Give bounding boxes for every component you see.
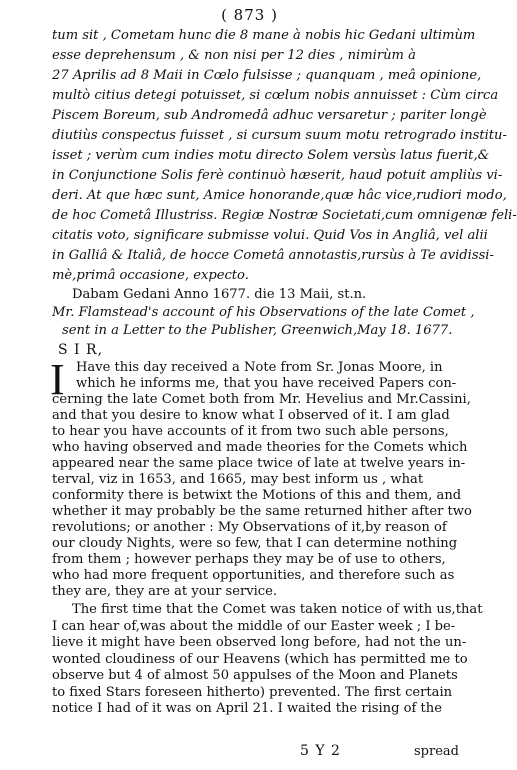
letter-line: notice I had of it was on April 21. I waited the rising of the (52, 701, 442, 716)
page-number: ( 873 ) (221, 6, 278, 24)
latin-line: tum sit , Cometam hunc die 8 mane à nobis hic Gedani ultimùm (52, 28, 476, 43)
latin-line: Piscem Boreum, sub Andromedâ adhuc versaretur ; pariter longè (52, 108, 487, 123)
letter-line: from them ; however perhaps they may be of use to others, (52, 552, 446, 567)
article-heading-sub: sent in a Letter to the Publisher, Greenwich,May 18. 1677. (62, 323, 453, 338)
latin-line: isset ; verùm cum indies motu directo Solem versùs latus fuerit,& (52, 148, 490, 163)
letter-line: terval, viz in 1653, and 1665, may best inform us , what (52, 472, 424, 487)
letter-line: wonted cloudiness of our Heavens (which has permitted me to (52, 651, 468, 667)
signature-mark: 5 Y 2 (300, 743, 341, 759)
catchword: spread (414, 744, 459, 759)
latin-line: de hoc Cometâ Illustriss. Regiæ Nostræ Societati,cum omnigenæ feli- (52, 208, 517, 223)
letter-line: and that you desire to know what I observed of it. I am glad (52, 408, 450, 423)
latin-line: esse deprehensum , & non nisi per 12 dies , nimirùm à (52, 48, 416, 63)
letter-line: lieve it might have been observed long before, had not the un- (52, 635, 467, 650)
letter-line: Have this day received a Note from Sr. Jonas Moore, in (76, 360, 443, 375)
latin-line: multò citius detegi potuisset, si cœlum nobis annuisset : Cùm circa (52, 88, 499, 103)
latin-line: deri. At que hæc sunt, Amice honorande,quæ hâc vice,rudiori modo, (52, 188, 507, 203)
latin-line: mè,primâ occasione, expecto. (52, 268, 249, 283)
letter-line: to hear you have accounts of it from two such able persons, (52, 424, 449, 439)
latin-line: in Conjunctione Solis ferè continuò hæserit, haud potuit ampliùs vi- (52, 168, 503, 183)
letter-line: they are, they are at your service. (52, 584, 278, 599)
drop-cap: I (50, 355, 65, 404)
letter-line: The first time that the Comet was taken notice of with us,that (72, 602, 483, 617)
letter-line: observe but 4 of almost 50 appulses of the Moon and Planets (52, 668, 458, 683)
salutation: S I R, (58, 342, 104, 358)
letter-line: revolutions; or another : My Observations of it,by reason of (52, 520, 447, 535)
letter-line: our cloudy Nights, were so few, that I can determine nothing (52, 536, 458, 551)
letter-line: who having observed and made theories for the Comets which (52, 440, 468, 455)
letter-line: whether it may probably be the same returned hither after two (52, 504, 472, 519)
letter-line: to fixed Stars foreseen hitherto) prevented. The first certain (52, 684, 453, 700)
letter-line: appeared near the same place twice of late at twelve years in- (52, 456, 466, 471)
latin-line: 27 Aprilis ad 8 Maii in Cœlo fulsisse ; quanquam , meâ opinione, (52, 68, 482, 83)
latin-line: diutiùs conspectus fuisset , si cursum suum motu retrogrado institu- (52, 128, 507, 143)
letter-line: I can hear of,was about the middle of our Easter week ; I be- (52, 618, 456, 634)
letter-line: which he informs me, that you have received Papers con- (76, 376, 457, 391)
letter-line: who had more frequent opportunities, and therefore such as (52, 568, 455, 583)
latin-line: in Galliâ & Italiâ, de hocce Cometâ annotastis,rursùs à Te avidissi- (52, 248, 494, 263)
letter-line: conformity there is betwixt the Motions of this and them, and (52, 488, 462, 503)
letter-line: cerning the late Comet both from Mr. Hevelius and Mr.Cassini, (52, 392, 471, 407)
dateline: Dabam Gedani Anno 1677. die 13 Maii, st.n. (72, 287, 367, 302)
article-heading: Mr. Flamstead's account of his Observations of the late Comet , (52, 305, 475, 320)
latin-line: citatis voto, significare submisse volui. Quid Vos in Angliâ, vel alii (52, 228, 488, 243)
